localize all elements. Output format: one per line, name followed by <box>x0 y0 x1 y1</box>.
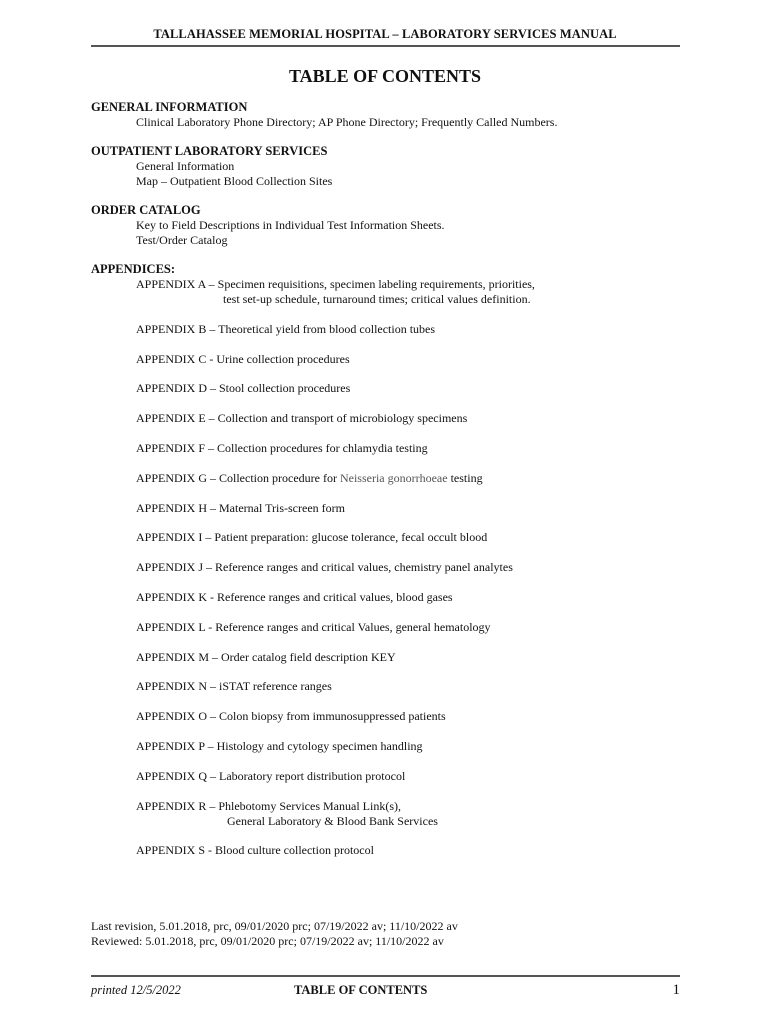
section-item: Key to Field Descriptions in Individual Test Information Sheets. <box>136 218 445 232</box>
section-heading: GENERAL INFORMATION <box>91 100 248 114</box>
appendix-g-prefix: APPENDIX G – Collection procedure for <box>136 470 340 485</box>
section-general-information <box>91 100 691 130</box>
appendix-h: APPENDIX H – Maternal Tris-screen form <box>136 500 345 515</box>
section-outpatient-laboratory <box>91 144 691 189</box>
section-item: Test/Order Catalog <box>136 233 228 247</box>
reviewed: Reviewed: 5.01.2018, prc, 09/01/2020 prc; 07/19/2022 av; 11/10/2022 av <box>91 934 444 948</box>
appendix-n: APPENDIX N – iSTAT reference ranges <box>136 679 332 694</box>
appendix-g-organism: Neisseria gonorrhoeae <box>339 470 448 485</box>
appendix-r-line2: General Laboratory & Blood Bank Services <box>227 813 438 828</box>
toc-title: TABLE OF CONTENTS <box>288 66 482 86</box>
section-heading: OUTPATIENT LABORATORY SERVICES <box>91 144 328 158</box>
toc-body <box>91 100 691 872</box>
appendix-r <box>91 799 691 829</box>
section-item: General Information <box>136 159 235 173</box>
section-heading: ORDER CATALOG <box>91 203 201 217</box>
section-item: Map – Outpatient Blood Collection Sites <box>136 174 333 188</box>
appendix-g <box>91 471 691 486</box>
appendix-e: APPENDIX E – Collection and transport of microbiology specimens <box>136 411 468 426</box>
appendix-q: APPENDIX Q – Laboratory report distribution protocol <box>136 768 406 783</box>
appendix-b: APPENDIX B – Theoretical yield from blood collection tubes <box>136 321 436 336</box>
section-order-catalog <box>91 203 691 248</box>
appendix-j: APPENDIX J – Reference ranges and critical values, chemistry panel analytes <box>136 560 513 575</box>
footer-rule <box>91 975 680 977</box>
appendix-g-suffix: testing <box>447 470 483 485</box>
section-appendices <box>91 262 691 858</box>
appendix-k: APPENDIX K - Reference ranges and critical values, blood gases <box>136 589 453 604</box>
appendix-d: APPENDIX D – Stool collection procedures <box>136 381 351 396</box>
revision-history <box>91 919 458 949</box>
appendix-p: APPENDIX P – Histology and cytology specimen handling <box>136 738 423 753</box>
appendix-o: APPENDIX O – Colon biopsy from immunosuppressed patients <box>136 709 446 724</box>
section-item: Clinical Laboratory Phone Directory; AP Phone Directory; Frequently Called Numbers. <box>136 115 558 129</box>
printed-date: printed 12/5/2022 <box>91 983 181 997</box>
appendix-m: APPENDIX M – Order catalog field description KEY <box>136 649 396 664</box>
appendix-s: APPENDIX S - Blood culture collection protocol <box>136 843 374 858</box>
footer-title: TABLE OF CONTENTS <box>294 983 428 997</box>
appendix-a-line2: test set-up schedule, turnaround times; critical values definition. <box>223 292 531 306</box>
last-revision: Last revision, 5.01.2018, prc, 09/01/2020 prc; 07/19/2022 av; 11/10/2022 av <box>91 919 458 933</box>
appendix-f: APPENDIX F – Collection procedures for chlamydia testing <box>136 440 428 455</box>
appendix-a <box>91 277 691 307</box>
header-rule <box>91 45 680 47</box>
appendix-a-line1: APPENDIX A – Specimen requisitions, specimen labeling requirements, priorities, <box>136 277 535 291</box>
appendix-r-line1: APPENDIX R – Phlebotomy Services Manual Link(s), <box>136 798 401 813</box>
section-heading: APPENDICES: <box>91 262 176 276</box>
appendix-i: APPENDIX I – Patient preparation: glucose tolerance, fecal occult blood <box>136 530 488 545</box>
header-title: TALLAHASSEE MEMORIAL HOSPITAL – LABORATORY SERVICES MANUAL <box>153 27 617 41</box>
page-number: 1 <box>672 982 680 998</box>
appendix-c: APPENDIX C - Urine collection procedures <box>136 351 350 366</box>
appendix-l: APPENDIX L - Reference ranges and critical Values, general hematology <box>136 619 491 634</box>
